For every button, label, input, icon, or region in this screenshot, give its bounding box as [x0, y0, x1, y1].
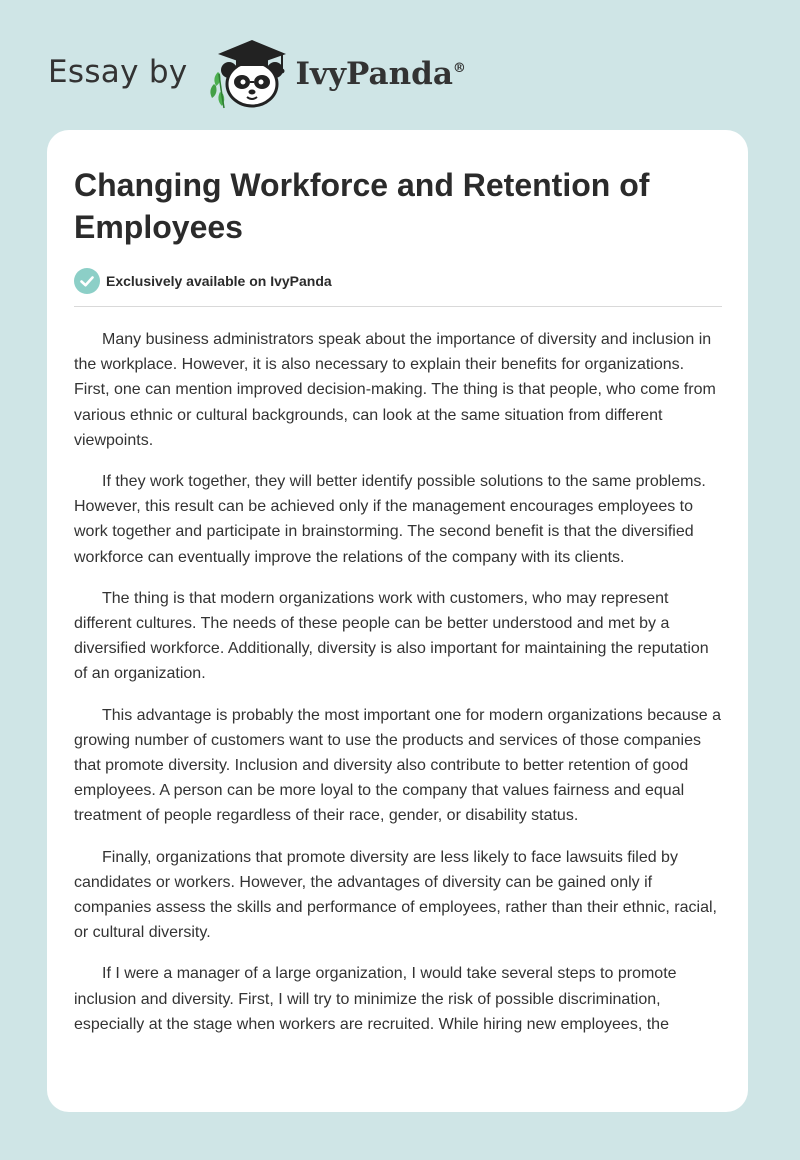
paragraph: If I were a manager of a large organization, I would take several steps to promote inclusion and diversity. First, I will try to minimize the risk of possible discrimination, especially at the stage when workers are recruited. While hiring new employees, the: [74, 965, 677, 1033]
essay-card: [47, 130, 748, 1112]
exclusive-badge: [74, 268, 722, 294]
essay-body: [74, 327, 722, 1037]
registered-mark: ®: [452, 60, 466, 76]
paragraph: If they work together, they will better identify possible solutions to the same problems. However, this result can be achieved only if the management encourages employees to work together and participate in brainstorming. The second benefit is that the diversified workforce can eventually improve the relations of the company with its clients.: [74, 473, 706, 566]
ivypanda-logo-link[interactable]: [202, 34, 466, 110]
paragraph: The thing is that modern organizations work with customers, who may represent different cultures. The needs of these people can be better understood and met by a diversified workforce. Additionally, diversity is also important for maintaining the reputation of an organization.: [74, 589, 709, 683]
paragraph: This advantage is probably the most important one for modern organizations because a growing number of customers want to use the products and services of those companies that promote diversity. Inclusion and diversity also contribute to better retention of good employees. A person can be more loyal to the company that values fairness and equal treatment of people regardless of their race, gender, or disability status.: [74, 706, 722, 825]
exclusive-badge-text: Exclusively available on IvyPanda: [106, 273, 332, 289]
essay-title: Changing Workforce and Retention of Employees: [74, 167, 650, 245]
panda-graduate-logo-icon: [202, 34, 292, 110]
paragraph: Finally, organizations that promote diversity are less likely to face lawsuits filed by candidates or workers. However, the advantages of diversity can be gained only if companies assess the skills and performance of employees, rather than their ethnic, racial, or cultural diversity.: [74, 848, 717, 942]
essay-by-label: Essay by: [48, 53, 188, 90]
check-circle-icon: [74, 268, 100, 294]
brand-name: IvyPanda®: [295, 55, 466, 92]
paragraph: Many business administrators speak about the importance of diversity and inclusion in the workplace. However, it is also necessary to explain their benefits for organizations. First, one can mention improved decision-making. The thing is that people, who come from various ethnic or cultural backgrounds, can look at the same situation from different viewpoints.: [74, 331, 716, 449]
site-header: [48, 34, 466, 110]
divider: [74, 306, 722, 307]
